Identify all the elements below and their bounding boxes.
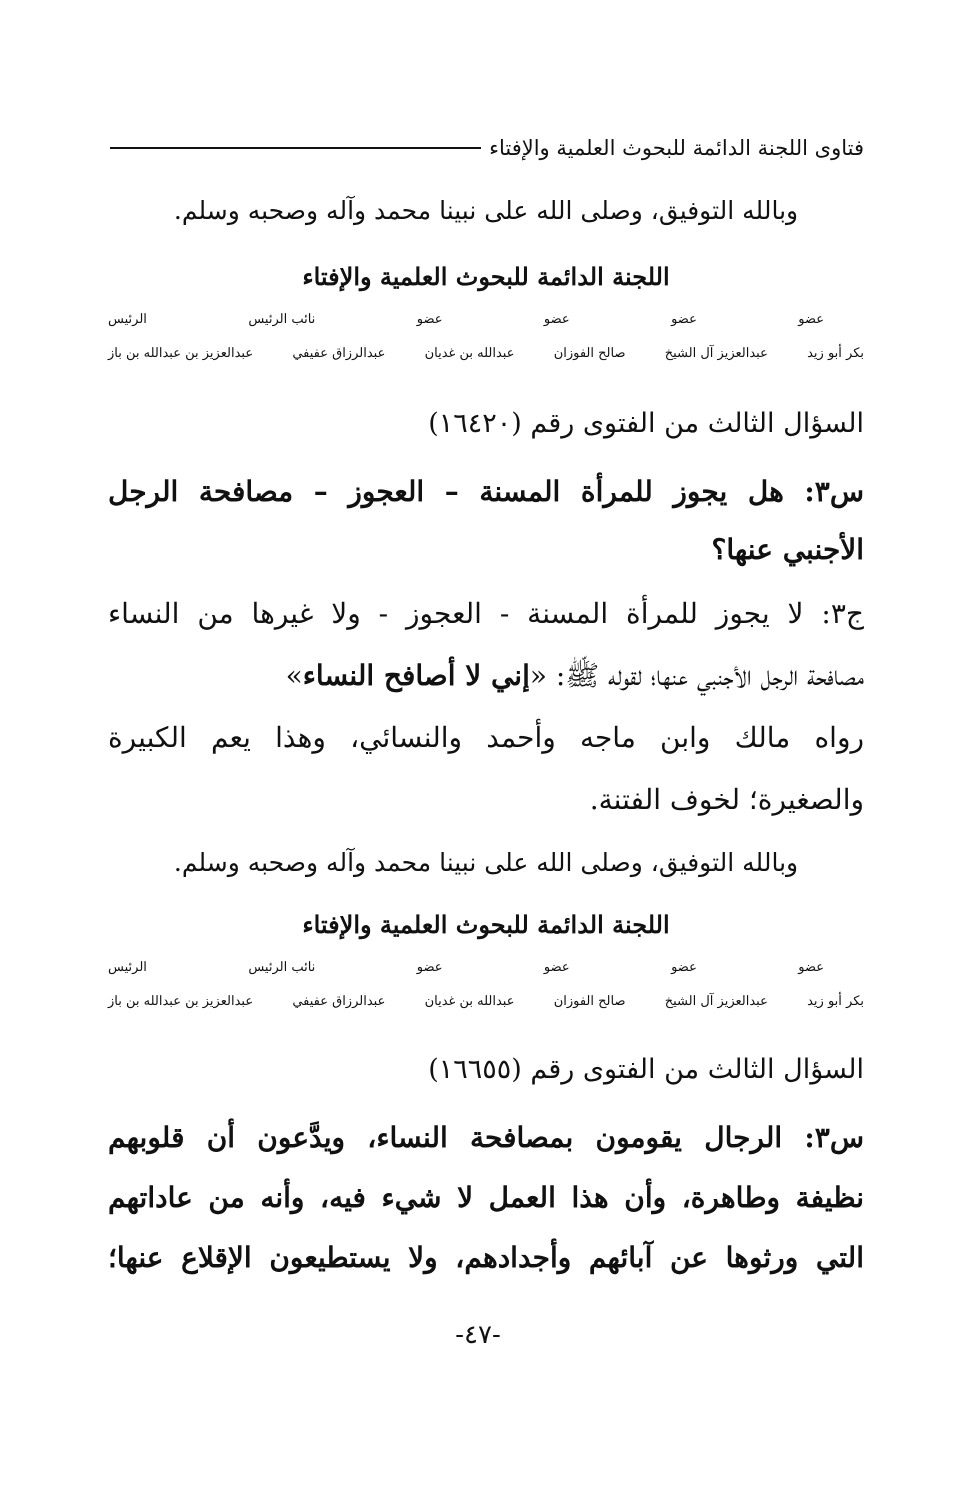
role-vice-president: نائب الرئيس [248, 960, 316, 975]
role-member: عضو [671, 960, 697, 975]
signatory-name: بكر أبو زيد [807, 346, 864, 361]
fatwa-title-2: السؤال الثالث من الفتوى رقم (١٦٦٥٥) [428, 1054, 864, 1085]
answer-1-line-2-text: مصافحة الرجل الأجنبي عنها؛ لقوله ﷺ: « [529, 659, 864, 692]
hadith-quote-close: » [285, 659, 303, 692]
signatory-name: عبدالعزيز بن عبدالله بن باز [108, 994, 254, 1009]
signatory-name: صالح الفوزان [553, 346, 626, 361]
signatory-name: بكر أبو زيد [807, 994, 864, 1009]
signatory-names-1 [108, 346, 864, 361]
role-member: عضو [416, 312, 443, 327]
committee-name-2: اللجنة الدائمة للبحوث العلمية والإفتاء [302, 910, 670, 939]
question-2-line-3: التي ورثوها عن آبائهم وأجدادهم، ولا يستطيعون الإقلاع عنها؛ [108, 1241, 864, 1274]
question-2-line-1: س٣: الرجال يقومون بمصافحة النساء، ويدَّعون أن قلوبهم [108, 1121, 864, 1154]
signatory-name: عبدالرزاق عفيفي [292, 346, 386, 361]
signatory-roles-1 [108, 312, 824, 327]
role-member: عضو [671, 312, 697, 327]
hadith-quote: إني لا أصافح النساء [302, 659, 530, 692]
signatory-names-2 [108, 994, 864, 1009]
question-1-line-1: س٣: هل يجوز للمرأة المسنة – العجوز – مصافحة الرجل [108, 475, 864, 508]
signatory-name: صالح الفوزان [553, 994, 626, 1009]
header-rule [110, 147, 481, 149]
running-header-title: فتاوى اللجنة الدائمة للبحوث العلمية والإفتاء [489, 136, 864, 160]
page-number: -٤٧- [455, 1320, 501, 1350]
answer-1-line-3: رواه مالك وابن ماجه وأحمد والنسائي، وهذا يعم الكبيرة [108, 721, 864, 754]
signatory-name: عبدالعزيز بن عبدالله بن باز [108, 346, 254, 361]
signatory-roles-2 [108, 960, 824, 975]
signatory-name: عبدالعزيز آل الشيخ [664, 994, 768, 1009]
question-1-line-2: الأجنبي عنها؟ [711, 533, 864, 566]
committee-name-1: اللجنة الدائمة للبحوث العلمية والإفتاء [302, 262, 670, 291]
signatory-name: عبدالرزاق عفيفي [292, 994, 386, 1009]
signatory-name: عبدالله بن غديان [424, 346, 515, 361]
question-2-line-2: نظيفة وطاهرة، وأن هذا العمل لا شيء فيه، وأنه من عاداتهم [108, 1181, 864, 1214]
closing-prayer-2: وبالله التوفيق، وصلى الله على نبينا محمد وآله وصحبه وسلم. [173, 848, 799, 877]
role-member: عضو [543, 960, 570, 975]
answer-1-line-1: ج٣: لا يجوز للمرأة المسنة - العجوز - ولا غيرها من النساء [108, 597, 864, 630]
signatory-name: عبدالعزيز آل الشيخ [664, 346, 768, 361]
answer-1-line-4: والصغيرة؛ لخوف الفتنة. [589, 783, 864, 816]
role-vice-president: نائب الرئيس [248, 312, 316, 327]
fatwa-title-1: السؤال الثالث من الفتوى رقم (١٦٤٢٠) [428, 408, 864, 439]
role-member: عضو [798, 312, 824, 327]
role-member: عضو [543, 312, 570, 327]
closing-prayer-1: وبالله التوفيق، وصلى الله على نبينا محمد وآله وصحبه وسلم. [173, 196, 799, 225]
signatory-name: عبدالله بن غديان [424, 994, 515, 1009]
role-member: عضو [798, 960, 824, 975]
role-president: الرئيس [108, 960, 147, 975]
role-president: الرئيس [108, 312, 147, 327]
answer-1-line-2 [108, 656, 864, 696]
role-member: عضو [416, 960, 443, 975]
running-header [110, 128, 864, 168]
